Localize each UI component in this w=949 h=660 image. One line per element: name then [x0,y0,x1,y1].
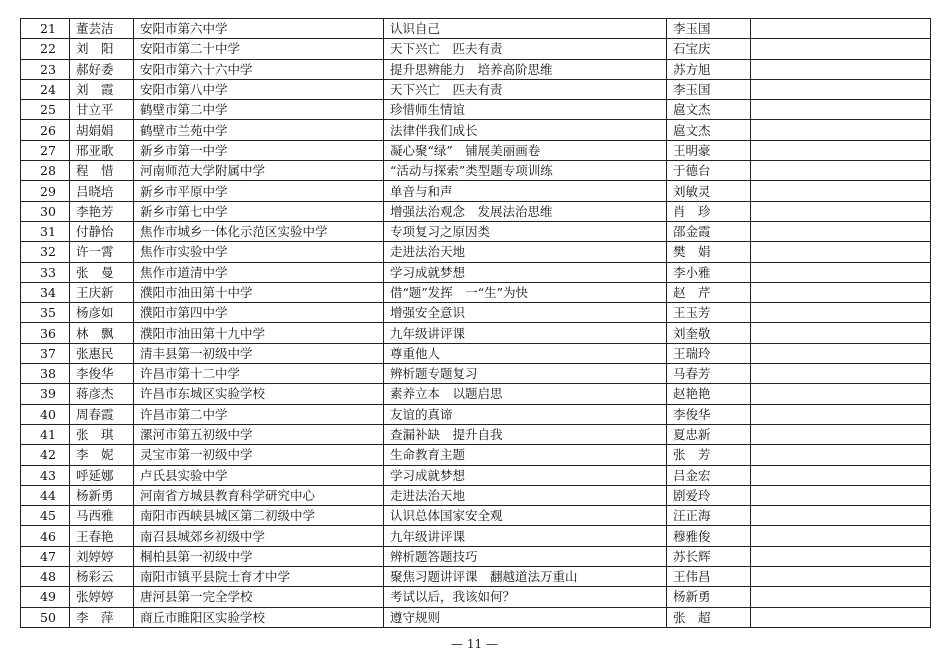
table-row [21,262,931,282]
table-row [21,161,931,181]
school-name: 清丰县第一初级中学 [134,343,384,363]
school-name: 南阳市镇平县院士育才中学 [134,567,384,587]
remarks-cell [751,140,931,160]
row-number: 29 [21,181,70,201]
participant-name: 杨彦如 [70,303,134,323]
table-row [21,19,931,39]
table-row [21,140,931,160]
supervisor-name: 马春芳 [667,364,751,384]
remarks-cell [751,303,931,323]
lesson-topic: 增强法治观念 发展法治思维 [384,201,667,221]
remarks-cell [751,424,931,444]
school-name: 桐柏县第一初级中学 [134,546,384,566]
remarks-cell [751,546,931,566]
lesson-topic: 学习成就梦想 [384,262,667,282]
table-row [21,39,931,59]
school-name: 灵宝市第一初级中学 [134,445,384,465]
school-name: 许昌市第十二中学 [134,364,384,384]
table-row [21,506,931,526]
table-row [21,404,931,424]
remarks-cell [751,262,931,282]
supervisor-name: 李玉国 [667,79,751,99]
school-name: 焦作市城乡一体化示范区实验中学 [134,221,384,241]
supervisor-name: 肖 珍 [667,201,751,221]
table-row [21,364,931,384]
table-row [21,587,931,607]
supervisor-name: 吕金宏 [667,465,751,485]
row-number: 25 [21,100,70,120]
participant-name: 邢亚歌 [70,140,134,160]
participant-name: 张惠民 [70,343,134,363]
participant-name: 李俊华 [70,364,134,384]
lesson-topic: 借“题”发挥 一“生”为快 [384,282,667,302]
participant-name: 胡娟娟 [70,120,134,140]
supervisor-name: 李玉国 [667,19,751,39]
roster-table-body [21,19,931,628]
row-number: 42 [21,445,70,465]
remarks-cell [751,323,931,343]
row-number: 40 [21,404,70,424]
supervisor-name: 刘奎敬 [667,323,751,343]
row-number: 47 [21,546,70,566]
supervisor-name: 苏方旭 [667,59,751,79]
participant-name: 张 琪 [70,424,134,444]
lesson-topic: 珍惜师生情谊 [384,100,667,120]
lesson-topic: 单音与和声 [384,181,667,201]
school-name: 南阳市西峡县城区第二初级中学 [134,506,384,526]
row-number: 41 [21,424,70,444]
table-row [21,445,931,465]
lesson-topic: 聚焦习题讲评课 翻越道法万重山 [384,567,667,587]
school-name: 安阳市第六十六中学 [134,59,384,79]
row-number: 49 [21,587,70,607]
supervisor-name: 扈文杰 [667,100,751,120]
lesson-topic: 走进法治天地 [384,242,667,262]
roster-table [20,18,931,628]
row-number: 45 [21,506,70,526]
table-row [21,323,931,343]
table-row [21,424,931,444]
participant-name: 刘婷婷 [70,546,134,566]
school-name: 鹤壁市第二中学 [134,100,384,120]
row-number: 22 [21,39,70,59]
school-name: 卢氏县实验中学 [134,465,384,485]
row-number: 48 [21,567,70,587]
lesson-topic: 增强安全意识 [384,303,667,323]
remarks-cell [751,120,931,140]
school-name: 焦作市实验中学 [134,242,384,262]
lesson-topic: 辨析题答题技巧 [384,546,667,566]
lesson-topic: 考试以后，我该如何？ [384,587,667,607]
row-number: 43 [21,465,70,485]
page-number: — 11 — [451,637,498,651]
row-number: 38 [21,364,70,384]
school-name: 濮阳市油田第十中学 [134,282,384,302]
participant-name: 李艳芳 [70,201,134,221]
row-number: 37 [21,343,70,363]
participant-name: 郝好委 [70,59,134,79]
participant-name: 蒋彦杰 [70,384,134,404]
participant-name: 李 妮 [70,445,134,465]
remarks-cell [751,100,931,120]
lesson-topic: 九年级讲评课 [384,323,667,343]
participant-name: 王春艳 [70,526,134,546]
participant-name: 程 惜 [70,161,134,181]
participant-name: 刘 阳 [70,39,134,59]
remarks-cell [751,201,931,221]
row-number: 39 [21,384,70,404]
lesson-topic: 素养立本 以题启思 [384,384,667,404]
participant-name: 杨彩云 [70,567,134,587]
school-name: 许昌市东城区实验学校 [134,384,384,404]
supervisor-name: 李小雅 [667,262,751,282]
lesson-topic: 学习成就梦想 [384,465,667,485]
remarks-cell [751,181,931,201]
participant-name: 张 曼 [70,262,134,282]
lesson-topic: 专项复习之原因类 [384,221,667,241]
lesson-topic: 法律伴我们成长 [384,120,667,140]
school-name: 新乡市第七中学 [134,201,384,221]
supervisor-name: 王伟昌 [667,567,751,587]
supervisor-name: 剧爱玲 [667,485,751,505]
school-name: 许昌市第二中学 [134,404,384,424]
school-name: 安阳市第六中学 [134,19,384,39]
lesson-topic: 九年级讲评课 [384,526,667,546]
table-row [21,546,931,566]
supervisor-name: 邵金霞 [667,221,751,241]
school-name: 河南师范大学附属中学 [134,161,384,181]
supervisor-name: 赵艳艳 [667,384,751,404]
remarks-cell [751,404,931,424]
supervisor-name: 苏长辉 [667,546,751,566]
remarks-cell [751,221,931,241]
row-number: 44 [21,485,70,505]
lesson-topic: 友谊的真谛 [384,404,667,424]
remarks-cell [751,485,931,505]
row-number: 21 [21,19,70,39]
row-number: 35 [21,303,70,323]
participant-name: 甘立平 [70,100,134,120]
table-row [21,242,931,262]
participant-name: 王庆新 [70,282,134,302]
supervisor-name: 汪正海 [667,506,751,526]
table-row [21,79,931,99]
remarks-cell [751,343,931,363]
table-row [21,221,931,241]
supervisor-name: 赵 芹 [667,282,751,302]
remarks-cell [751,282,931,302]
participant-name: 董芸洁 [70,19,134,39]
table-row [21,485,931,505]
supervisor-name: 穆雅俊 [667,526,751,546]
row-number: 31 [21,221,70,241]
remarks-cell [751,384,931,404]
table-row [21,201,931,221]
school-name: 河南省方城县教育科学研究中心 [134,485,384,505]
row-number: 32 [21,242,70,262]
school-name: 新乡市第一中学 [134,140,384,160]
participant-name: 周春霞 [70,404,134,424]
school-name: 南召县城郊乡初级中学 [134,526,384,546]
school-name: 商丘市睢阳区实验学校 [134,607,384,627]
table-row [21,567,931,587]
remarks-cell [751,242,931,262]
school-name: 鹤壁市兰苑中学 [134,120,384,140]
participant-name: 付静怡 [70,221,134,241]
participant-name: 张婷婷 [70,587,134,607]
remarks-cell [751,526,931,546]
row-number: 36 [21,323,70,343]
supervisor-name: 刘敏灵 [667,181,751,201]
remarks-cell [751,465,931,485]
remarks-cell [751,161,931,181]
school-name: 濮阳市油田第十九中学 [134,323,384,343]
row-number: 26 [21,120,70,140]
table-row [21,100,931,120]
supervisor-name: 李俊华 [667,404,751,424]
school-name: 安阳市第八中学 [134,79,384,99]
table-row [21,384,931,404]
remarks-cell [751,39,931,59]
table-row [21,59,931,79]
lesson-topic: 尊重他人 [384,343,667,363]
supervisor-name: 张 芳 [667,445,751,465]
remarks-cell [751,587,931,607]
school-name: 安阳市第二十中学 [134,39,384,59]
supervisor-name: 樊 娟 [667,242,751,262]
lesson-topic: “活动与探索”类型题专项训练 [384,161,667,181]
remarks-cell [751,445,931,465]
lesson-topic: 认识总体国家安全观 [384,506,667,526]
table-row [21,282,931,302]
participant-name: 呼延娜 [70,465,134,485]
lesson-topic: 查漏补缺 提升自我 [384,424,667,444]
supervisor-name: 夏忠新 [667,424,751,444]
table-row [21,120,931,140]
table-row [21,607,931,627]
supervisor-name: 王明豪 [667,140,751,160]
row-number: 27 [21,140,70,160]
remarks-cell [751,79,931,99]
row-number: 23 [21,59,70,79]
school-name: 漯河市第五初级中学 [134,424,384,444]
school-name: 唐河县第一完全学校 [134,587,384,607]
row-number: 50 [21,607,70,627]
table-row [21,343,931,363]
participant-name: 刘 霞 [70,79,134,99]
lesson-topic: 生命教育主题 [384,445,667,465]
supervisor-name: 王瑞玲 [667,343,751,363]
lesson-topic: 天下兴亡 匹夫有责 [384,79,667,99]
remarks-cell [751,567,931,587]
lesson-topic: 凝心聚“绿” 铺展美丽画卷 [384,140,667,160]
lesson-topic: 走进法治天地 [384,485,667,505]
table-row [21,465,931,485]
lesson-topic: 辨析题专题复习 [384,364,667,384]
school-name: 新乡市平原中学 [134,181,384,201]
lesson-topic: 天下兴亡 匹夫有责 [384,39,667,59]
supervisor-name: 杨新勇 [667,587,751,607]
participant-name: 林 飘 [70,323,134,343]
supervisor-name: 于德台 [667,161,751,181]
school-name: 焦作市道清中学 [134,262,384,282]
participant-name: 杨新勇 [70,485,134,505]
table-row [21,181,931,201]
participant-name: 吕晓培 [70,181,134,201]
supervisor-name: 张 超 [667,607,751,627]
remarks-cell [751,19,931,39]
remarks-cell [751,364,931,384]
row-number: 46 [21,526,70,546]
row-number: 24 [21,79,70,99]
remarks-cell [751,506,931,526]
school-name: 濮阳市第四中学 [134,303,384,323]
remarks-cell [751,607,931,627]
supervisor-name: 石宝庆 [667,39,751,59]
row-number: 28 [21,161,70,181]
participant-name: 马西雅 [70,506,134,526]
lesson-topic: 遵守规则 [384,607,667,627]
row-number: 30 [21,201,70,221]
supervisor-name: 扈文杰 [667,120,751,140]
row-number: 33 [21,262,70,282]
row-number: 34 [21,282,70,302]
table-row [21,526,931,546]
participant-name: 许一霄 [70,242,134,262]
lesson-topic: 认识自己 [384,19,667,39]
lesson-topic: 提升思辨能力 培养高阶思维 [384,59,667,79]
table-row [21,303,931,323]
remarks-cell [751,59,931,79]
supervisor-name: 王玉芳 [667,303,751,323]
participant-name: 李 萍 [70,607,134,627]
